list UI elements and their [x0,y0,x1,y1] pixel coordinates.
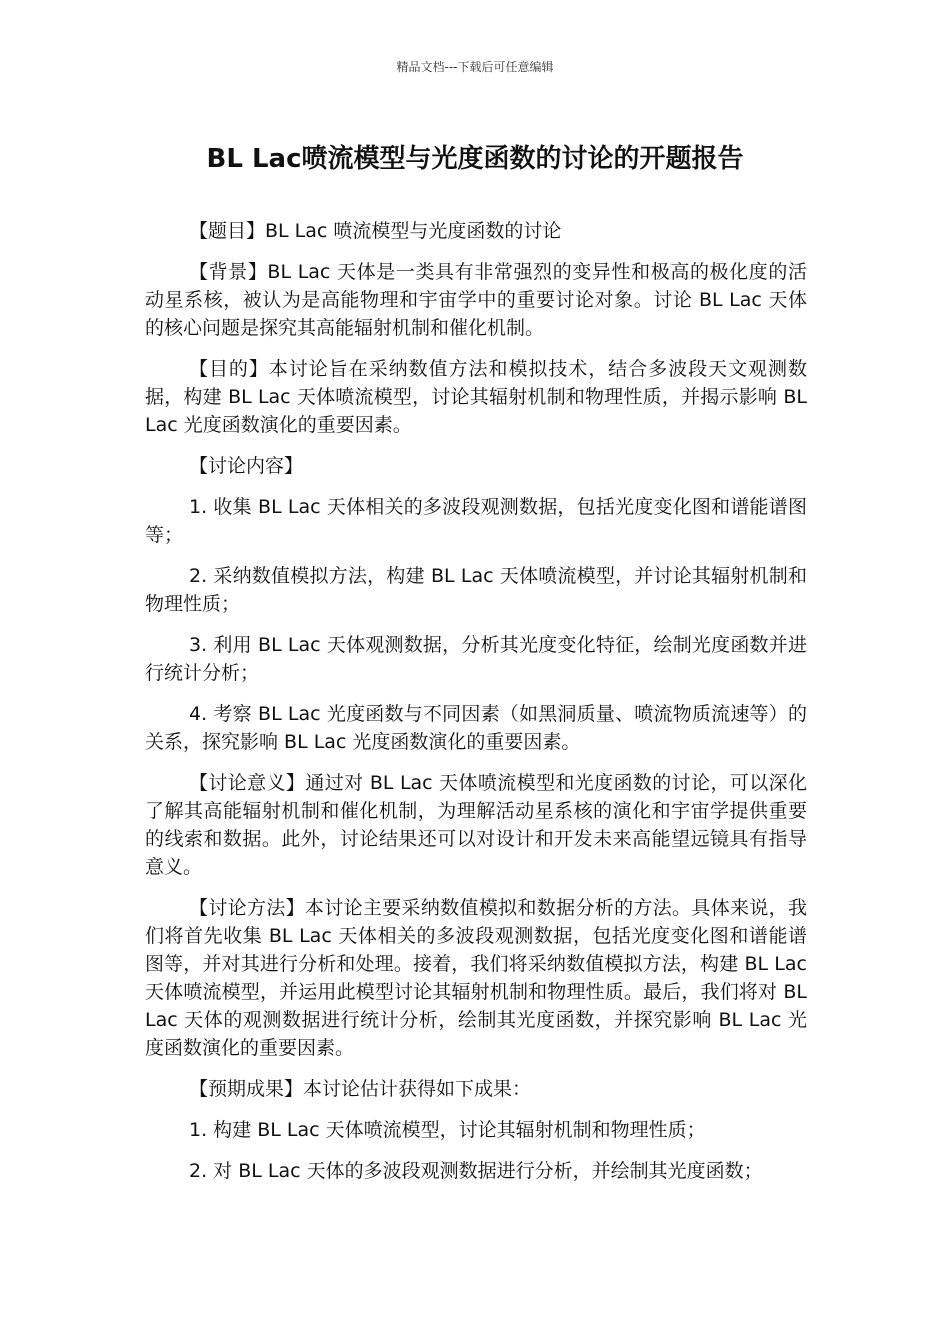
paragraph-purpose: 【目的】本讨论旨在采纳数值方法和模拟技术，结合多波段天文观测数据，构建 BL Lac 天体喷流模型，讨论其辐射机制和物理性质，并揭示影响 BL Lac 光度函数演化的重要因素。 [145,358,807,436]
paragraph-method: 【讨论方法】本讨论主要采纳数值模拟和数据分析的方法。具体来说，我们将首先收集 BL Lac 天体相关的多波段观测数据，包括光度变化图和谱能谱图等，并对其进行分析和处理。接着，我们将采纳数值模拟方法，构建 BL Lac 天体喷流模型，并运用此模型讨论其辐射机制和物理性质。最后，我们将对 BL Lac 天体的观测数据进行统计分析，绘制其光度函数，并探究影响 BL Lac 光度函数演化的重要因素。 [145,897,807,1059]
paragraph-significance: 【讨论意义】通过对 BL Lac 天体喷流模型和光度函数的讨论，可以深化了解其高能辐射机制和催化机制，为理解活动星系核的演化和宇宙学提供重要的线索和数据。此外，讨论结果还可以对设计和开发未来高能望远镜具有指导意义。 [145,772,807,878]
paragraph-expected-results: 【预期成果】本讨论估计获得如下成果： [189,1078,532,1100]
page-header-note: 精品文档---下载后可任意编辑 [396,60,554,74]
content-item-4: 4. 考察 BL Lac 光度函数与不同因素（如黑洞质量、喷流物质流速等）的关系，探究影响 BL Lac 光度函数演化的重要因素。 [145,703,807,753]
paragraph-background: 【背景】BL Lac 天体是一类具有非常强烈的变异性和极高的极化度的活动星系核，被认为是高能物理和宇宙学中的重要讨论对象。讨论 BL Lac 天体的核心问题是探究其高能辐射机制和催化机制。 [145,261,807,339]
result-item-1: 1. 构建 BL Lac 天体喷流模型，讨论其辐射机制和物理性质； [189,1119,706,1141]
document-body [145,217,807,1198]
paragraph-topic: 【题目】BL Lac 喷流模型与光度函数的讨论 [189,220,562,242]
content-item-3: 3. 利用 BL Lac 天体观测数据，分析其光度变化特征，绘制光度函数并进行统计分析； [145,634,807,684]
result-item-2: 2. 对 BL Lac 天体的多波段观测数据进行分析，并绘制其光度函数； [189,1160,763,1182]
document-title: BL Lac喷流模型与光度函数的讨论的开题报告 [206,144,744,174]
paragraph-content-heading: 【讨论内容】 [189,455,304,477]
content-item-1: 1. 收集 BL Lac 天体相关的多波段观测数据，包括光度变化图和谱能谱图等； [145,496,807,546]
content-item-2: 2. 采纳数值模拟方法，构建 BL Lac 天体喷流模型，并讨论其辐射机制和物理性质； [145,565,807,615]
